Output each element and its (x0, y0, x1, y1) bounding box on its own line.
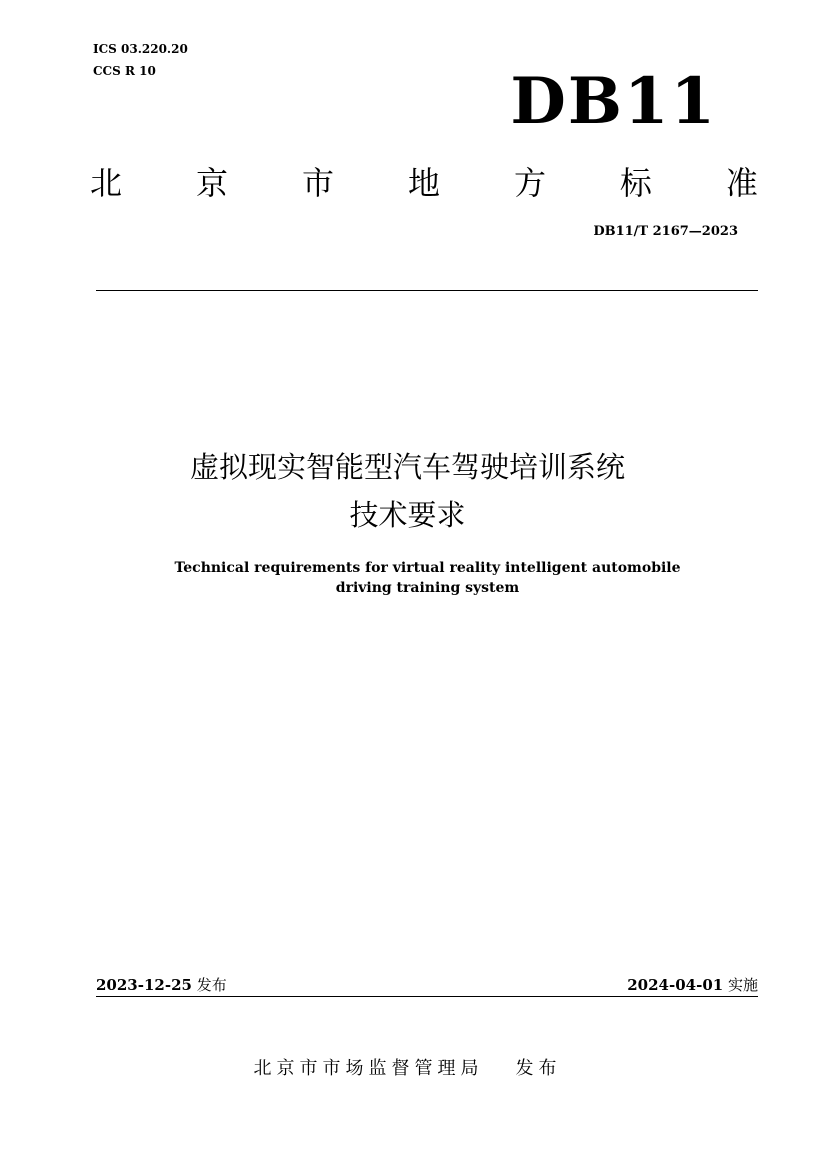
implement-label: 实施 (727, 976, 758, 994)
standard-type-char: 方 (513, 164, 546, 202)
implement-date: 2024-04-01 (627, 976, 724, 994)
english-title-line-1: Technical requirements for virtual reality intelligent automobile (174, 560, 681, 576)
standard-type-char: 标 (619, 164, 652, 202)
header-divider (96, 290, 758, 291)
footer-divider (96, 996, 758, 997)
chinese-title-line-2: 技术要求 (349, 498, 466, 532)
standard-type-char: 市 (301, 164, 334, 202)
implement-date-block (0, 974, 758, 995)
standard-type-char: 准 (725, 164, 758, 202)
standard-type-char: 地 (407, 164, 440, 202)
standard-mark: DB11 (510, 64, 717, 139)
issuer-line (0, 1054, 815, 1080)
standard-type-char: 京 (195, 164, 228, 202)
issuer-name: 北京市市场监督管理局 (253, 1058, 484, 1079)
standard-number: DB11/T 2167—2023 (593, 224, 738, 239)
chinese-title (0, 443, 815, 539)
english-title-line-2: driving training system (335, 580, 520, 596)
standard-type-heading (90, 156, 758, 206)
ics-code: ICS 03.220.20 (93, 42, 188, 56)
standard-type-char: 北 (90, 164, 123, 202)
chinese-title-line-1: 虚拟现实智能型汽车驾驶培训系统 (189, 450, 625, 484)
english-title (60, 558, 795, 598)
issue-label: 发布 (515, 1058, 562, 1079)
ccs-code: CCS R 10 (93, 64, 156, 78)
publish-date: 2023-12-25 (96, 976, 192, 994)
publish-label: 发布 (196, 976, 227, 994)
